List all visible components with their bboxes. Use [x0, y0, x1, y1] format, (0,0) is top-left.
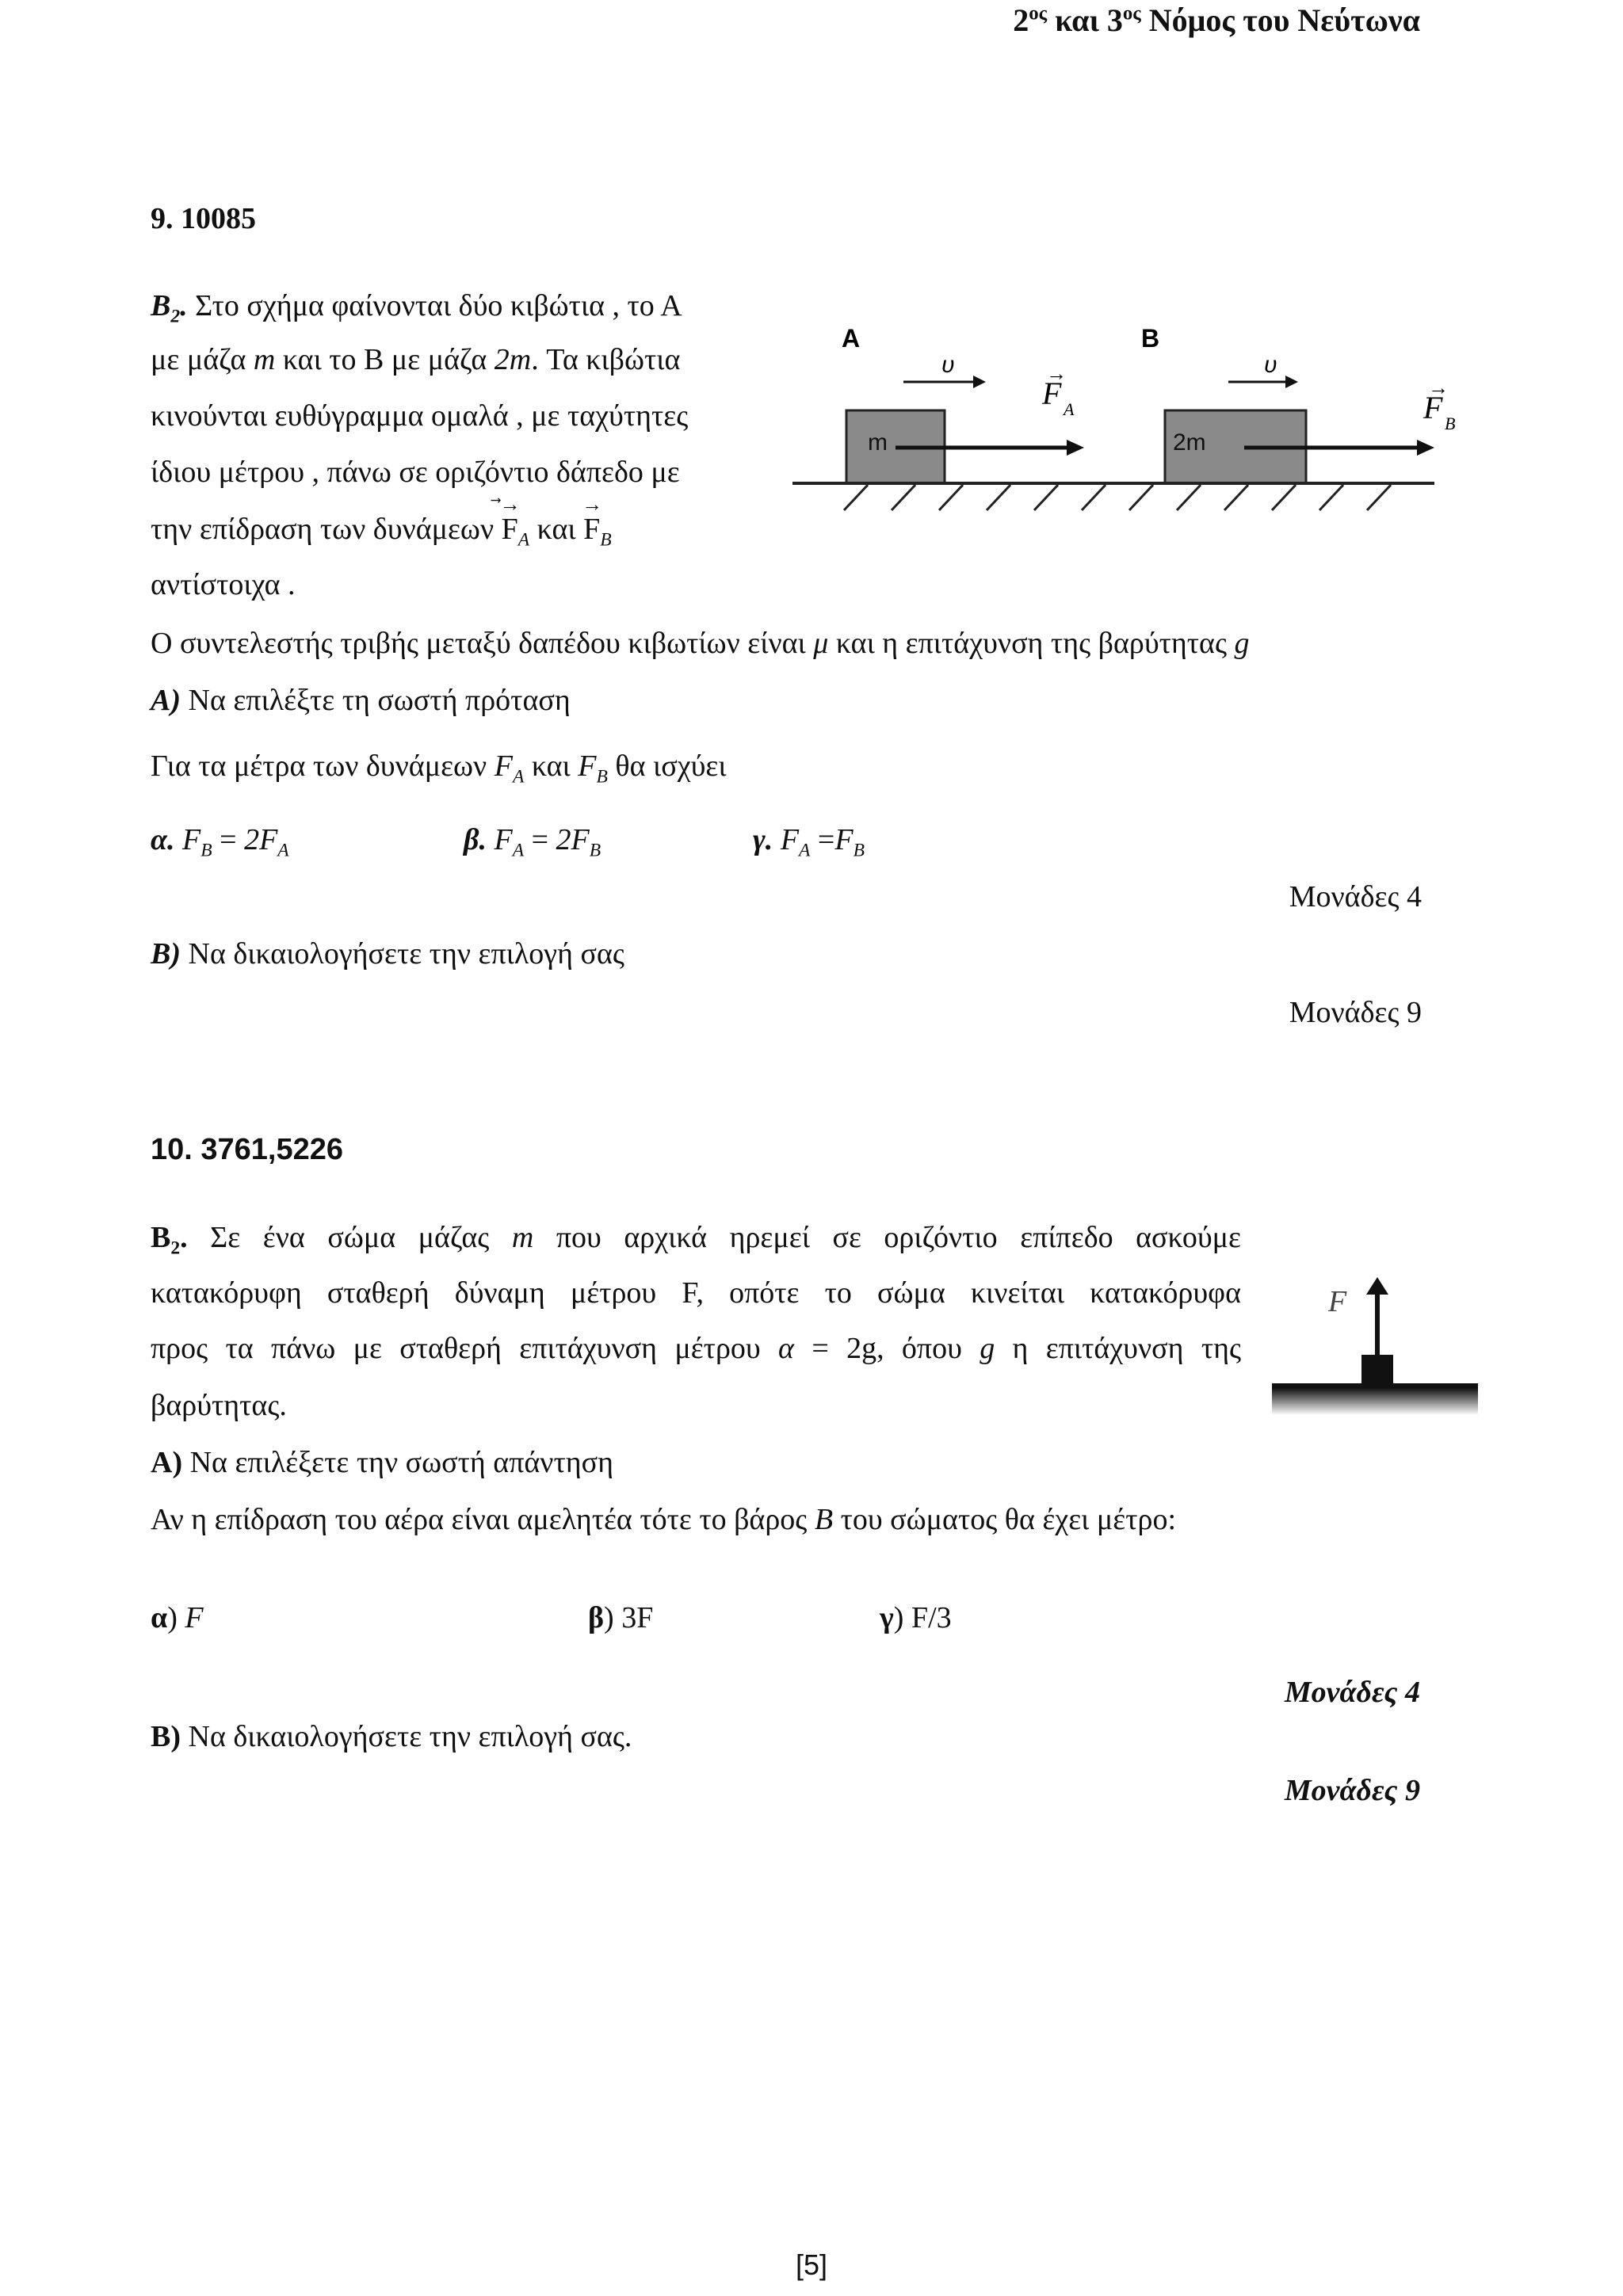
- q9-line-9: Για τα μέτρα των δυνάμεων $F_A$ και $F_B$ θα ισχύει: [151, 749, 727, 788]
- q9-line-6: αντίστοιχα .: [151, 568, 296, 601]
- q10-figure-body: [1268, 1268, 1482, 1418]
- hatch-line: [987, 485, 1010, 510]
- q9-option-a: α. $F_B = 2F_A$: [151, 823, 289, 861]
- hatch-line: [1224, 485, 1248, 510]
- q9-part-a-prompt: Α) Να επιλέξτε τη σωστή πρόταση: [151, 684, 571, 717]
- body-block: [1361, 1355, 1393, 1385]
- mass-label-b: 2m: [1173, 429, 1206, 456]
- q10-line-1: $B_2$. Σε ένα σώμα μάζας m που αρχικά ηρεμεί σε οριζόντιο επίπεδο ασκούμε: [151, 1221, 1241, 1259]
- velocity-label-b: υ: [1264, 352, 1277, 378]
- label-box-a: A: [842, 324, 861, 353]
- q10-points-a: Μονάδες 4: [1284, 1676, 1420, 1709]
- q9-line-2: με μάζα m και το Β με μάζα 2m. Τα κιβώτια: [151, 343, 681, 376]
- q10-line-6: Αν η επίδραση του αέρα είναι αμελητέα τότε το βάρος B του σώματος θα έχει μέτρο:: [151, 1503, 1176, 1536]
- q9-line-3: κινούνται ευθύγραμμα ομαλά , με ταχύτητες: [151, 399, 689, 433]
- force-label-a: F: [1042, 376, 1062, 411]
- q9-option-c: γ. $F_A =F_B$: [753, 823, 865, 861]
- q9-part-b-prompt: Β) Να δικαιολογήσετε την επιλογή σας: [151, 937, 624, 971]
- q9-points-b: Μονάδες 9: [1289, 996, 1422, 1029]
- label-box-b: B: [1141, 324, 1160, 353]
- q9-points-a: Μονάδες 4: [1289, 880, 1422, 913]
- hatch-line: [1367, 485, 1391, 510]
- hatch-line: [844, 485, 868, 510]
- force-label-b: F: [1423, 390, 1443, 425]
- q9-line-1: $B_2$. Στο σχήμα φαίνονται δύο κιβώτια , το Α: [151, 289, 682, 327]
- hatch-line: [892, 485, 915, 510]
- page-number: [5]: [795, 2248, 828, 2281]
- q10-line-4: βαρύτητας.: [151, 1389, 287, 1422]
- hatch-line: [1034, 485, 1058, 510]
- svg-text:→: →: [1046, 361, 1067, 385]
- q10-points-b: Μονάδες 9: [1284, 1774, 1420, 1807]
- hatch-line: [1272, 485, 1296, 510]
- hatch-line: [1129, 485, 1153, 510]
- floor-hatching: [844, 485, 1391, 510]
- mass-label-a: m: [868, 429, 888, 456]
- q10-part-b-prompt: Β) Να δικαιολογήσετε την επιλογή σας.: [151, 1720, 632, 1753]
- page-header: $2^{o\varsigma}$ και $3^{o\varsigma}$ Νόμος του Νεύτωνα: [1013, 2, 1420, 38]
- hatch-line: [1319, 485, 1343, 510]
- hatch-line: [1082, 485, 1106, 510]
- hatch-line: [1177, 485, 1201, 510]
- force-label: F: [1328, 1285, 1347, 1318]
- q10-part-a-prompt: Α) Να επιλέξετε την σωστή απάντηση: [151, 1446, 613, 1479]
- question-10-title: 10. 3761,5226: [151, 1133, 344, 1166]
- q9-line-4: ίδιου μέτρου , πάνω σε οριζόντιο δάπεδο με: [151, 456, 680, 489]
- ground-shading: [1272, 1388, 1478, 1415]
- question-9-title: 9. 10085: [151, 202, 256, 235]
- q9-figure-boxes: [785, 317, 1482, 523]
- velocity-label-a: υ: [941, 352, 955, 378]
- q10-line-2: κατακόρυφη σταθερή δύναμη μέτρου F, οπότε το σώμα κινείται κατακόρυφα: [151, 1276, 1241, 1310]
- q10-option-c: γ) F/3: [880, 1601, 952, 1634]
- svg-text:B: B: [1445, 414, 1456, 433]
- q10-line-3: προς τα πάνω με σταθερή επιτάχυνση μέτρου α = 2g, όπου g η επιτάχυνση της: [151, 1332, 1242, 1365]
- hatch-line: [939, 485, 963, 510]
- svg-text:A: A: [1064, 399, 1075, 419]
- q9-option-b: β. $F_A = 2F_B$: [464, 823, 601, 861]
- q10-option-b: β) 3F: [588, 1601, 654, 1634]
- q10-option-a: α) F: [151, 1601, 204, 1634]
- ground-line: [1272, 1383, 1478, 1388]
- q9-line-5: την επίδραση των δυνάμεων → $F_A$ και → $F_B$: [151, 493, 612, 551]
- svg-text:→: →: [1428, 376, 1449, 399]
- q9-line-7: Ο συντελεστής τριβής μεταξύ δαπέδου κιβωτίων είναι μ και η επιτάχυνση της βαρύτητας g: [151, 627, 1250, 660]
